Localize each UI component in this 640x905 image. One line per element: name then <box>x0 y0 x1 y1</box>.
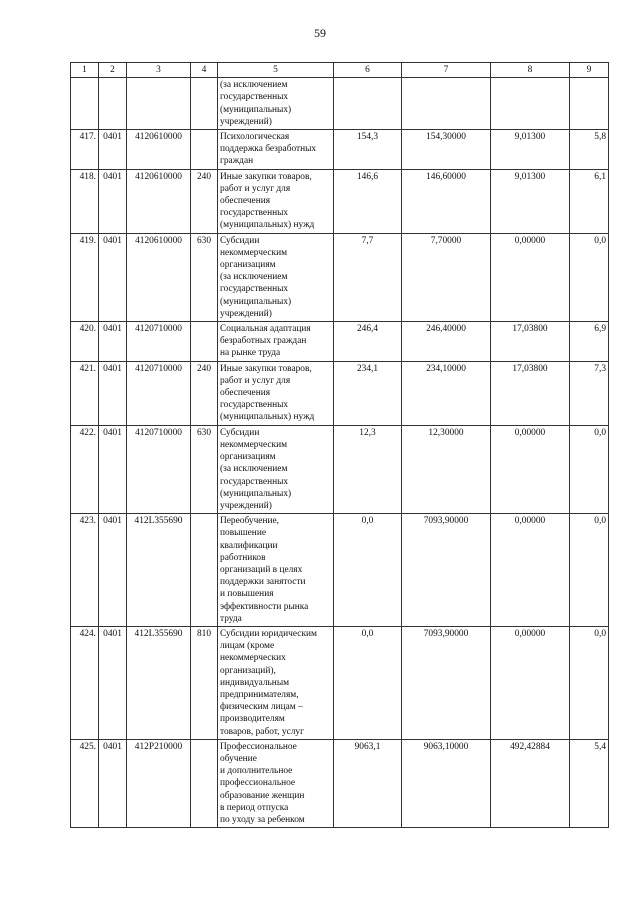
section-code <box>99 78 127 130</box>
refined-amount: 9063,10000 <box>402 739 491 827</box>
item-name: Субсидии некоммерческим организациям (за исключением государственных (муниципальных) учреждений) <box>218 425 334 513</box>
section-code: 0401 <box>99 514 127 627</box>
table-row <box>71 739 609 827</box>
row-number <box>71 78 99 130</box>
column-header: 3 <box>127 63 191 78</box>
executed-amount: 0,00000 <box>491 233 570 321</box>
row-number: 419. <box>71 233 99 321</box>
row-number: 417. <box>71 130 99 170</box>
row-number: 420. <box>71 322 99 362</box>
expense-type-code <box>191 739 218 827</box>
header-row <box>71 63 609 78</box>
target-article-code: 4120610000 <box>127 233 191 321</box>
executed-amount: 0,00000 <box>491 425 570 513</box>
executed-amount: 9,01300 <box>491 130 570 170</box>
approved-amount <box>334 78 402 130</box>
execution-percent: 5,8 <box>570 130 609 170</box>
execution-percent <box>570 78 609 130</box>
refined-amount: 246,40000 <box>402 322 491 362</box>
column-header: 1 <box>71 63 99 78</box>
section-code: 0401 <box>99 626 127 739</box>
column-header: 4 <box>191 63 218 78</box>
target-article-code: 4120710000 <box>127 322 191 362</box>
section-code: 0401 <box>99 233 127 321</box>
target-article-code: 4120710000 <box>127 425 191 513</box>
approved-amount: 12,3 <box>334 425 402 513</box>
table-row <box>71 425 609 513</box>
refined-amount: 7,70000 <box>402 233 491 321</box>
row-number: 421. <box>71 361 99 425</box>
expense-type-code: 630 <box>191 425 218 513</box>
refined-amount: 234,10000 <box>402 361 491 425</box>
item-name: Социальная адаптация безработных граждан на рынке труда <box>218 322 334 362</box>
refined-amount: 146,60000 <box>402 169 491 233</box>
row-number: 424. <box>71 626 99 739</box>
column-header: 2 <box>99 63 127 78</box>
executed-amount: 0,00000 <box>491 514 570 627</box>
executed-amount: 492,42884 <box>491 739 570 827</box>
approved-amount: 146,6 <box>334 169 402 233</box>
approved-amount: 0,0 <box>334 626 402 739</box>
target-article-code: 412L355690 <box>127 626 191 739</box>
refined-amount <box>402 78 491 130</box>
execution-percent: 0,0 <box>570 425 609 513</box>
executed-amount <box>491 78 570 130</box>
executed-amount: 9,01300 <box>491 169 570 233</box>
refined-amount: 154,30000 <box>402 130 491 170</box>
approved-amount: 9063,1 <box>334 739 402 827</box>
approved-amount: 7,7 <box>334 233 402 321</box>
item-name: Иные закупки товаров, работ и услуг для обеспечения государственных (муниципальных) нужд <box>218 169 334 233</box>
column-header: 7 <box>402 63 491 78</box>
execution-percent: 0,0 <box>570 626 609 739</box>
row-number: 418. <box>71 169 99 233</box>
execution-percent: 6,1 <box>570 169 609 233</box>
expense-type-code <box>191 322 218 362</box>
page-number: 59 <box>314 26 326 40</box>
section-code: 0401 <box>99 130 127 170</box>
column-header: 9 <box>570 63 609 78</box>
target-article-code: 412L355690 <box>127 514 191 627</box>
expense-type-code <box>191 130 218 170</box>
table-row <box>71 233 609 321</box>
refined-amount: 7093,90000 <box>402 514 491 627</box>
approved-amount: 246,4 <box>334 322 402 362</box>
target-article-code <box>127 78 191 130</box>
expense-type-code: 810 <box>191 626 218 739</box>
section-code: 0401 <box>99 361 127 425</box>
target-article-code: 4120610000 <box>127 130 191 170</box>
column-header: 6 <box>334 63 402 78</box>
executed-amount: 0,00000 <box>491 626 570 739</box>
section-code: 0401 <box>99 425 127 513</box>
section-code: 0401 <box>99 322 127 362</box>
approved-amount: 0,0 <box>334 514 402 627</box>
item-name: Профессиональное обучение и дополнительное профессиональное образование женщин в период отпуска по уходу за ребенком <box>218 739 334 827</box>
target-article-code: 4120610000 <box>127 169 191 233</box>
approved-amount: 234,1 <box>334 361 402 425</box>
table-row <box>71 361 609 425</box>
item-name: Иные закупки товаров, работ и услуг для обеспечения государственных (муниципальных) нужд <box>218 361 334 425</box>
table-row <box>71 130 609 170</box>
expense-type-code: 240 <box>191 361 218 425</box>
target-article-code: 412P210000 <box>127 739 191 827</box>
item-name: Субсидии некоммерческим организациям (за исключением государственных (муниципальных) учреждений) <box>218 233 334 321</box>
budget-table <box>70 62 609 828</box>
item-name: Субсидии юридическим лицам (кроме некоммерческих организаций), индивидуальным предпринимателям, физическим лицам – производителям товаров, работ, услуг <box>218 626 334 739</box>
approved-amount: 154,3 <box>334 130 402 170</box>
execution-percent: 0,0 <box>570 233 609 321</box>
refined-amount: 12,30000 <box>402 425 491 513</box>
table-row <box>71 514 609 627</box>
table-row <box>71 169 609 233</box>
column-header: 8 <box>491 63 570 78</box>
row-number: 423. <box>71 514 99 627</box>
item-name: Психологическая поддержка безработных граждан <box>218 130 334 170</box>
execution-percent: 7,3 <box>570 361 609 425</box>
executed-amount: 17,03800 <box>491 361 570 425</box>
row-number: 425. <box>71 739 99 827</box>
table-row <box>71 626 609 739</box>
item-name: (за исключением государственных (муниципальных) учреждений) <box>218 78 334 130</box>
execution-percent: 6,9 <box>570 322 609 362</box>
expense-type-code: 630 <box>191 233 218 321</box>
refined-amount: 7093,90000 <box>402 626 491 739</box>
column-header: 5 <box>218 63 334 78</box>
expense-type-code <box>191 78 218 130</box>
item-name: Переобучение, повышение квалификации работников организаций в целях поддержки занятости и повышения эффективности рынка труда <box>218 514 334 627</box>
execution-percent: 5,4 <box>570 739 609 827</box>
table-body <box>71 78 609 828</box>
execution-percent: 0,0 <box>570 514 609 627</box>
row-number: 422. <box>71 425 99 513</box>
section-code: 0401 <box>99 739 127 827</box>
table-row <box>71 78 609 130</box>
table-row <box>71 322 609 362</box>
expense-type-code <box>191 514 218 627</box>
target-article-code: 4120710000 <box>127 361 191 425</box>
section-code: 0401 <box>99 169 127 233</box>
expense-type-code: 240 <box>191 169 218 233</box>
executed-amount: 17,03800 <box>491 322 570 362</box>
